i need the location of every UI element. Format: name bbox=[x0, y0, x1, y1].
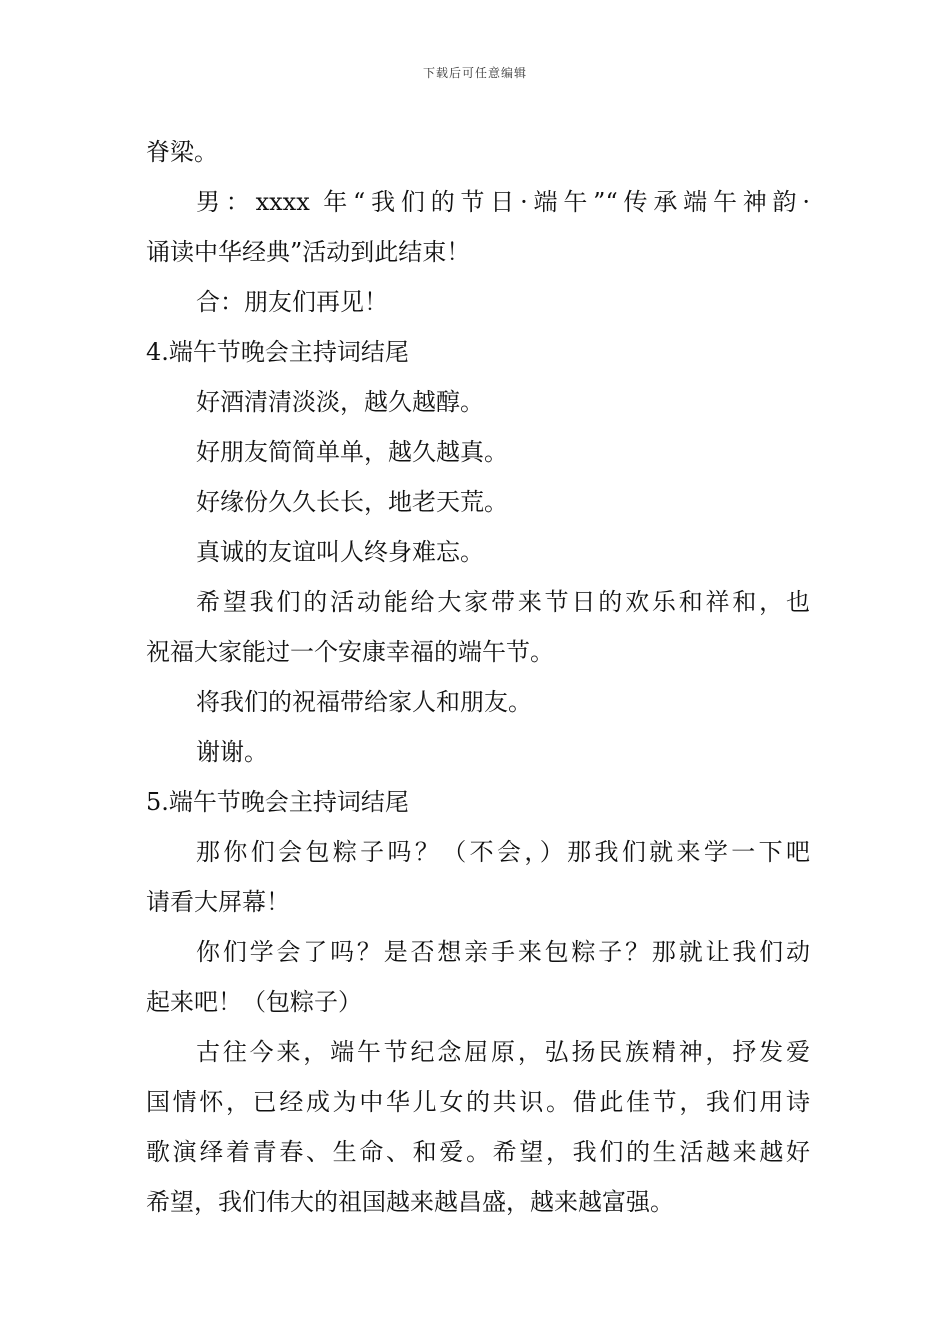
text-line: 请看大屏幕！ bbox=[146, 888, 290, 916]
text-line: 真诚的友谊叫人终身难忘。 bbox=[196, 538, 484, 566]
text-line: 男：xxxx 年“我们的节日·端午”“传承端午神韵· bbox=[196, 188, 810, 216]
text-line: 国情怀，已经成为中华儿女的共识。借此佳节，我们用诗 bbox=[146, 1088, 810, 1116]
text-line: 起来吧！（包粽子） bbox=[146, 988, 362, 1016]
text-line: 希望，我们伟大的祖国越来越昌盛，越来越富强。 bbox=[146, 1188, 674, 1216]
text-line: 歌演绎着青春、生命、和爱。希望，我们的生活越来越好 bbox=[146, 1138, 810, 1166]
text-line: 你们学会了吗？是否想亲手来包粽子？那就让我们动 bbox=[196, 938, 810, 966]
text-line: 好缘份久久长长，地老天荒。 bbox=[196, 488, 508, 516]
text-line: 诵读中华经典”活动到此结束！ bbox=[146, 238, 471, 266]
text-line: 将我们的祝福带给家人和朋友。 bbox=[196, 688, 532, 716]
text-line: 合：朋友们再见！ bbox=[196, 288, 388, 316]
document-body bbox=[146, 127, 810, 1227]
text-line: 脊梁。 bbox=[146, 138, 218, 166]
text-line: 那你们会包粽子吗？（不会，）那我们就来学一下吧 bbox=[196, 838, 810, 866]
text-line: 古往今来，端午节纪念屈原，弘扬民族精神，抒发爱 bbox=[196, 1038, 810, 1066]
page-header-note: 下载后可任意编辑 bbox=[422, 66, 527, 80]
text-line: 希望我们的活动能给大家带来节日的欢乐和祥和，也 bbox=[196, 588, 810, 616]
text-line: 祝福大家能过一个安康幸福的端午节。 bbox=[146, 638, 554, 666]
section-heading: 5.端午节晚会主持词结尾 bbox=[146, 788, 409, 816]
text-line: 好朋友简简单单，越久越真。 bbox=[196, 438, 508, 466]
section-heading: 4.端午节晚会主持词结尾 bbox=[146, 338, 409, 366]
text-line: 好酒清清淡淡，越久越醇。 bbox=[196, 388, 484, 416]
text-line: 谢谢。 bbox=[196, 738, 268, 766]
